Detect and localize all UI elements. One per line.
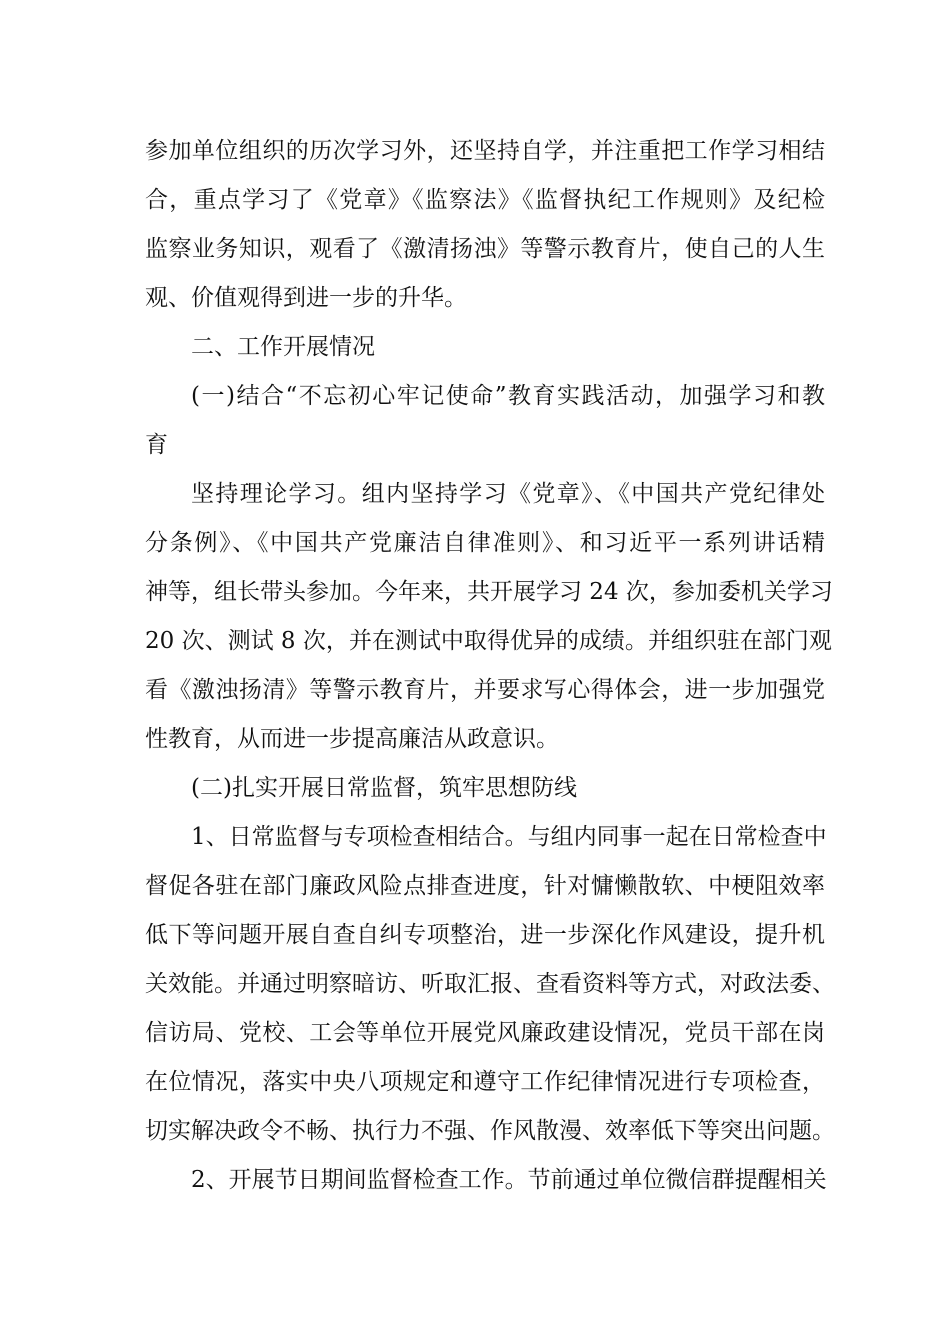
text-line: 观、价值观得到进一步的升华。 <box>145 285 467 311</box>
text-line: 2、开展节日期间监督检查工作。节前通过单位微信群提醒相关 <box>191 1167 827 1193</box>
text-line: 信访局、党校、工会等单位开展党风廉政建设情况，党员干部在岗 <box>145 1020 825 1046</box>
subsection-heading: (二)扎实开展日常监督，筑牢思想防线 <box>191 775 577 801</box>
text-line: 20 次、测试 8 次，并在测试中取得优异的成绩。并组织驻在部门观 <box>145 628 832 654</box>
document-body <box>145 127 835 1205</box>
text-line: 看《激浊扬清》等警示教育片，并要求写心得体会，进一步加强党 <box>145 677 825 703</box>
text-line: 坚持理论学习。组内坚持学习《党章》、《中国共产党纪律处 <box>191 481 825 507</box>
text-line: 育 <box>145 432 168 458</box>
text-line: 监察业务知识，观看了《激清扬浊》等警示教育片，使自己的人生 <box>145 236 825 262</box>
text-line: 在位情况，落实中央八项规定和遵守工作纪律情况进行专项检查， <box>145 1069 825 1095</box>
text-line: 性教育，从而进一步提高廉洁从政意识。 <box>145 726 559 752</box>
text-line: 合，重点学习了《党章》《监察法》《监督执纪工作规则》及纪检 <box>145 187 825 213</box>
text-line: 神等，组长带头参加。今年来，共开展学习 24 次，参加委机关学习 <box>145 579 833 605</box>
text-line: 低下等问题开展自查自纠专项整治，进一步深化作风建设，提升机 <box>145 922 825 948</box>
subsection-heading: (一)结合“不忘初心牢记使命”教育实践活动，加强学习和教 <box>191 383 825 409</box>
text-line: 参加单位组织的历次学习外，还坚持自学，并注重把工作学习相结 <box>145 138 825 164</box>
text-line: 分条例》、《中国共产党廉洁自律准则》、和习近平一系列讲话精 <box>145 530 825 556</box>
text-line: 督促各驻在部门廉政风险点排查进度，针对慵懒散软、中梗阻效率 <box>145 873 825 899</box>
text-line: 1、日常监督与专项检查相结合。与组内同事一起在日常检查中 <box>191 824 827 850</box>
section-heading: 二、工作开展情况 <box>191 334 375 360</box>
text-line: 切实解决政令不畅、执行力不强、作风散漫、效率低下等突出问题。 <box>145 1118 835 1144</box>
text-line: 关效能。并通过明察暗访、听取汇报、查看资料等方式，对政法委、 <box>145 971 835 997</box>
